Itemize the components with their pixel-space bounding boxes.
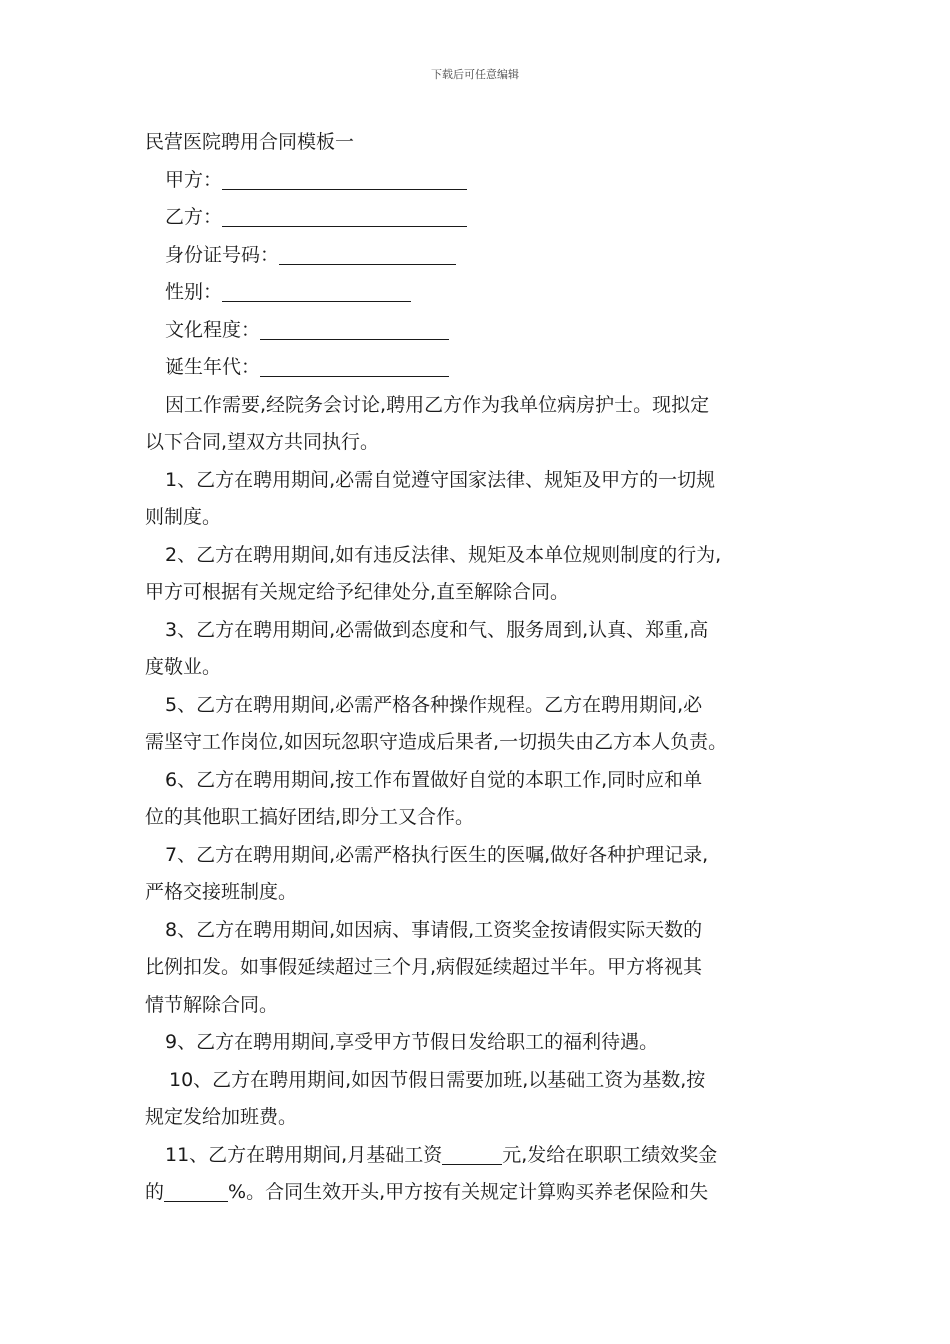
clause-8 [145, 912, 810, 1025]
field-label: 乙方： [165, 206, 223, 228]
field-party-a [145, 162, 810, 200]
field-blank [279, 240, 456, 265]
clause-line: 3、乙方在聘用期间,必需做到态度和气、服务周到,认真、郑重,高 [165, 618, 709, 641]
header-note: 下载后可任意编辑 [431, 68, 519, 81]
clause-line: 1、乙方在聘用期间,必需自觉遵守国家法律、规矩及甲方的一切规 [165, 468, 716, 491]
clause-line: 6、乙方在聘用期间,按工作布置做好自觉的本职工作,同时应和单 [165, 768, 703, 791]
clause-line: 度敬业。 [145, 656, 222, 678]
field-label: 性别： [165, 281, 223, 303]
field-label: 身份证号码： [165, 243, 280, 266]
clause-text: 11、乙方在聘用期间,月基础工资 [165, 1143, 443, 1166]
clause-6 [145, 762, 810, 837]
intro-line: 因工作需要,经院务会讨论,聘用乙方作为我单位病房护士。现拟定 [165, 393, 710, 416]
clause-line: 需坚守工作岗位,如因玩忽职守造成后果者,一切损失由乙方本人负责。 [145, 731, 728, 753]
clause-10 [145, 1062, 810, 1137]
clause-line: 严格交接班制度。 [145, 881, 298, 903]
field-label: 甲方： [165, 168, 223, 191]
clause-line: 位的其他职工搞好团结,即分工又合作。 [145, 806, 475, 828]
clause-11 [145, 1137, 810, 1212]
salary-blank [442, 1140, 502, 1165]
clause-text: 元,发给在职职工绩效奖金 [502, 1143, 718, 1166]
field-gender [145, 274, 810, 312]
field-education [145, 312, 810, 350]
intro-paragraph [145, 387, 810, 462]
clause-line [145, 1137, 810, 1175]
document-title: 民营医院聘用合同模板一 [145, 131, 355, 153]
clause-line [145, 1174, 810, 1212]
clause-line: 则制度。 [145, 506, 222, 528]
clause-3 [145, 612, 810, 687]
field-blank [260, 352, 449, 377]
clause-line: 5、乙方在聘用期间,必需严格各种操作规程。乙方在聘用期间,必 [165, 693, 703, 716]
field-blank [260, 315, 449, 340]
clause-5 [145, 687, 810, 762]
contract-document [145, 124, 810, 1212]
clause-1 [145, 462, 810, 537]
clause-line: 9、乙方在聘用期间,享受甲方节假日发给职工的福利待遇。 [165, 1031, 659, 1053]
intro-line: 以下合同,望双方共同执行。 [145, 431, 380, 453]
field-blank [222, 165, 467, 190]
clause-line: 2、乙方在聘用期间,如有违反法律、规矩及本单位规则制度的行为, [165, 543, 722, 566]
clause-line: 比例扣发。如事假延续超过三个月,病假延续超过半年。甲方将视其 [145, 956, 703, 978]
clause-text: 的 [145, 1181, 165, 1203]
clause-line: 8、乙方在聘用期间,如因病、事请假,工资奖金按请假实际天数的 [165, 918, 703, 941]
clause-line: 7、乙方在聘用期间,必需严格执行医生的医嘱,做好各种护理记录, [165, 843, 709, 866]
field-blank [222, 202, 467, 227]
clause-text: %。合同生效开头,甲方按有关规定计算购买养老保险和失 [228, 1181, 709, 1203]
field-label: 诞生年代： [165, 356, 261, 378]
field-label: 文化程度： [165, 318, 261, 341]
clause-line: 规定发给加班费。 [145, 1106, 298, 1128]
clause-line: 甲方可根据有关规定给予纪律处分,直至解除合同。 [145, 581, 570, 603]
field-blank [222, 277, 411, 302]
percent-blank [164, 1177, 228, 1202]
clause-2 [145, 537, 810, 612]
clause-line: 10、乙方在聘用期间,如因节假日需要加班,以基础工资为基数,按 [169, 1068, 706, 1091]
clause-7 [145, 837, 810, 912]
clause-9 [145, 1024, 810, 1062]
field-party-b [145, 199, 810, 237]
clause-line: 情节解除合同。 [145, 993, 279, 1016]
field-birth-year [145, 349, 810, 387]
field-id-number [145, 237, 810, 275]
